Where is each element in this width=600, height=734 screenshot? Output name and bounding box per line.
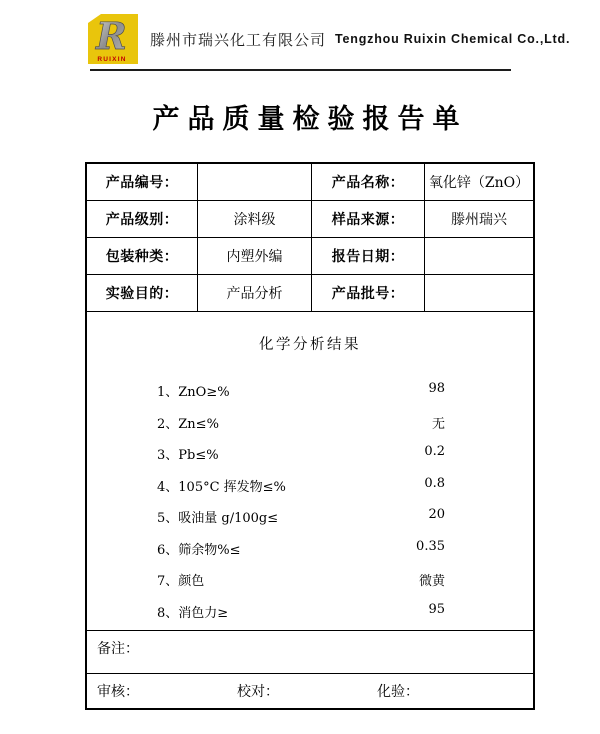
company-name-en: Tengzhou Ruixin Chemical Co.,Ltd. [335,32,571,46]
analysis-item-label: 4、105°C 挥发物≤% [157,479,286,495]
analysis-item-row [87,507,533,539]
analysis-item-row [87,570,533,602]
company-header [88,13,570,65]
report-table [85,162,535,710]
info-value-cell: 内塑外编 [198,238,312,275]
remarks-label: 备注： [97,641,139,657]
test-label: 化验： [377,684,419,700]
info-label-cell: 样品来源： [312,201,425,238]
analysis-item-label: 5、吸油量 g/100g≤ [157,511,279,526]
analysis-item-label: 1、ZnO≥% [157,385,230,400]
info-grid [87,164,533,312]
analysis-item-value: 0.8 [424,475,445,491]
info-label-cell: 包装种类： [87,238,198,275]
analysis-items [87,381,533,633]
signature-row [87,674,533,708]
logo-r-mark: R [96,14,127,58]
company-name-cn: 滕州市瑞兴化工有限公司 [150,30,327,49]
analysis-item-value: 95 [428,601,445,617]
analysis-item-row [87,602,533,634]
analysis-item-value: 无 [431,416,445,432]
info-value-cell: 滕州瑞兴 [425,201,533,238]
info-label-cell: 产品批号： [312,275,425,312]
analysis-item-label: 3、Pb≤% [157,448,219,463]
analysis-item-row [87,476,533,508]
info-label-cell: 产品级别： [87,201,198,238]
analysis-item-label: 7、颜色 [157,574,205,589]
info-value-cell [425,275,533,312]
info-value-cell: 产品分析 [198,275,312,312]
analysis-item-value: 0.35 [416,538,445,554]
company-logo-icon [88,14,138,64]
info-label-cell: 产品名称： [312,164,425,201]
info-value-cell [198,164,312,201]
analysis-item-label: 8、消色力≥ [157,605,229,621]
info-label-cell: 实验目的： [87,275,198,312]
analysis-item-value: 微黄 [418,574,445,589]
analysis-item-value: 98 [428,381,445,396]
page-title: 产品质量检验报告单 [152,104,468,134]
analysis-item-row [87,381,533,413]
analysis-item-value: 20 [428,507,445,522]
analysis-section [87,312,533,631]
info-value-cell: 氧化锌（ZnO） [425,164,533,201]
remarks-row [87,631,533,674]
logo-brand-text: RUIXIN [97,56,127,63]
analysis-item-row [87,444,533,476]
analysis-heading: 化学分析结果 [259,337,361,353]
analysis-item-value: 0.2 [424,444,445,459]
analysis-item-label: 2、Zn≤% [157,416,219,432]
info-value-cell: 涂料级 [198,201,312,238]
proofread-label: 校对： [237,684,279,700]
review-label: 审核： [97,684,139,700]
analysis-item-label: 6、筛余物%≤ [157,542,241,558]
analysis-item-row [87,413,533,445]
analysis-item-row [87,539,533,571]
header-divider [90,69,511,71]
info-label-cell: 报告日期： [312,238,425,275]
info-label-cell: 产品编号： [87,164,198,201]
info-value-cell [425,238,533,275]
